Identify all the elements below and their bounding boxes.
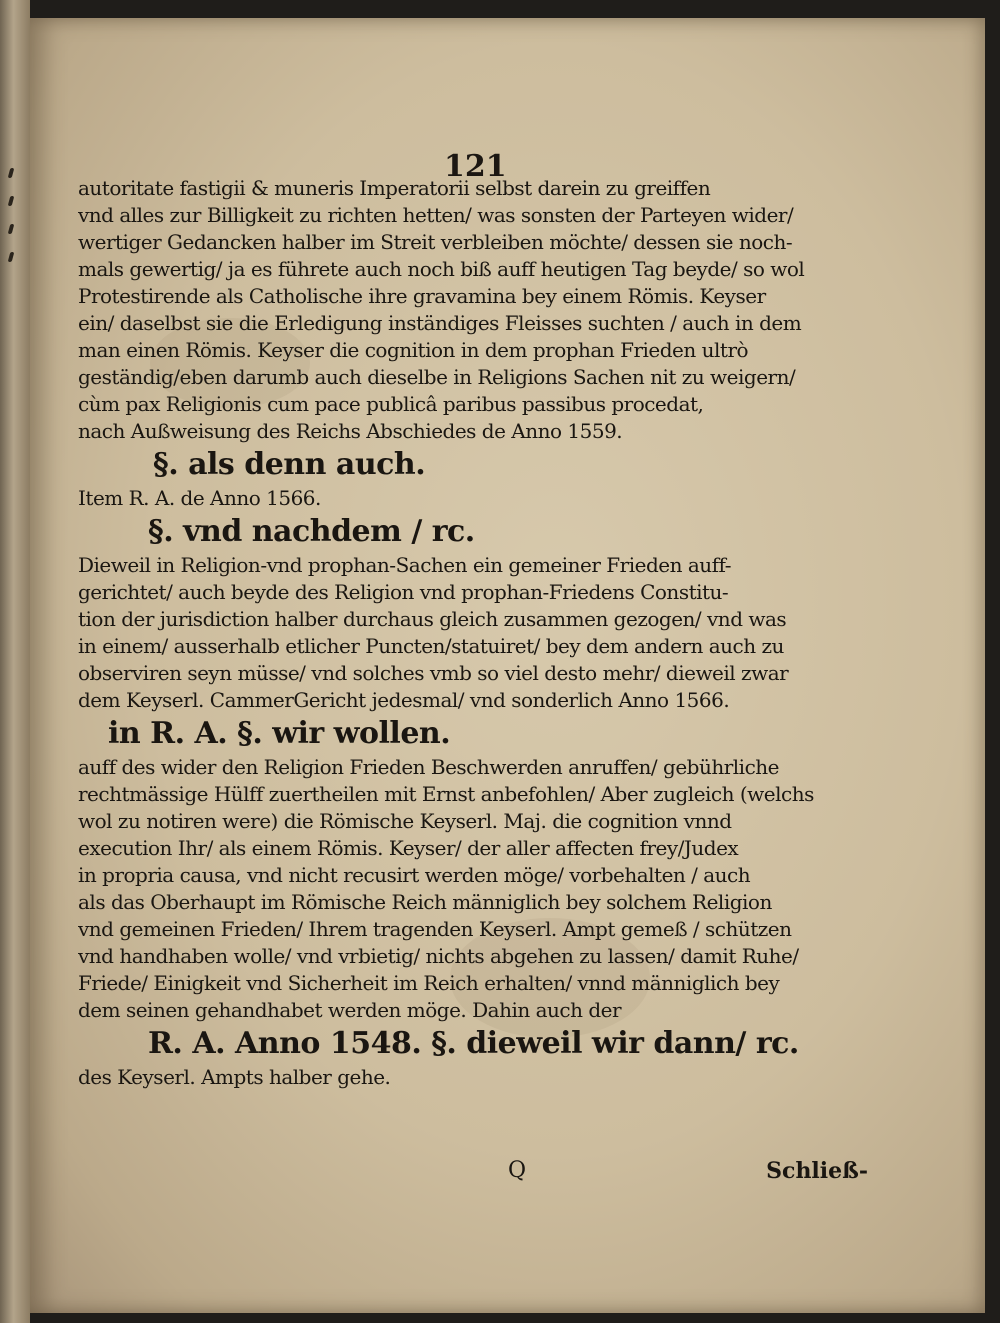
text-line: Dieweil in Religion-vnd prophan-Sachen ein gemeiner Frieden auff-: [78, 553, 731, 577]
text-line: vnd gemeinen Frieden/ Ihrem tragenden Keyserl. Ampt gemeß / schützen: [78, 917, 792, 941]
text-line: nach Außweisung des Reichs Abschiedes de Anno 1559.: [78, 419, 623, 443]
section-heading: §. als denn auch.: [153, 447, 426, 482]
text-line: cùm pax Religionis cum pace publicâ paribus passibus procedat,: [78, 392, 704, 416]
page-number: 121: [444, 149, 507, 184]
text-line: Friede/ Einigkeit vnd Sicherheit im Reich erhalten/ vnnd männiglich bey: [78, 971, 780, 995]
text-line: geständig/eben darumb auch dieselbe in Religions Sachen nit zu weigern/: [78, 365, 796, 389]
text-line: in einem/ ausserhalb etlicher Puncten/statuiret/ bey dem andern auch zu: [78, 634, 784, 658]
book-page: [30, 18, 985, 1313]
text-line: als das Oberhaupt im Römische Reich männiglich bey solchem Religion: [78, 890, 772, 914]
adjacent-page-edge: [0, 0, 30, 1323]
text-line: dem seinen gehandhabet werden möge. Dahin auch der: [78, 998, 622, 1022]
section-heading: §. vnd nachdem / rc.: [148, 514, 475, 549]
bleed-mark: [8, 196, 15, 206]
catchword: Schließ-: [766, 1158, 868, 1184]
text-line: vnd alles zur Billigkeit zu richten hetten/ was sonsten der Parteyen wider/: [78, 203, 794, 227]
text-line: man einen Römis. Keyser die cognition in dem prophan Frieden ultrò: [78, 338, 749, 362]
text-line: dem Keyserl. CammerGericht jedesmal/ vnd sonderlich Anno 1566.: [78, 688, 730, 712]
bleed-mark: [8, 252, 15, 262]
text-line: mals gewertig/ ja es führete auch noch biß auff heutigen Tag beyde/ so wol: [78, 257, 805, 281]
text-line: wol zu notiren were) die Römische Keyserl. Maj. die cognition vnnd: [78, 809, 732, 833]
page-footer: [508, 1158, 868, 1198]
text-line: vnd handhaben wolle/ vnd vrbietig/ nichts abgehen zu lassen/ damit Ruhe/: [78, 944, 799, 968]
section-heading: in R. A. §. wir wollen.: [108, 716, 451, 751]
text-line: des Keyserl. Ampts halber gehe.: [78, 1065, 391, 1089]
page-body-text: [78, 175, 853, 1091]
text-line: tion der jurisdiction halber durchaus gleich zusammen gezogen/ vnd was: [78, 607, 787, 631]
text-line: Protestirende als Catholische ihre gravamina bey einem Römis. Keyser: [78, 284, 766, 308]
section-heading: R. A. Anno 1548. §. dieweil wir dann/ rc.: [148, 1026, 799, 1061]
text-line: execution Ihr/ als einem Römis. Keyser/ der aller affecten frey/Judex: [78, 836, 739, 860]
text-line: rechtmässige Hülff zuertheilen mit Ernst anbefohlen/ Aber zugleich (welchs: [78, 782, 814, 806]
item-reference-line: Item R. A. de Anno 1566.: [78, 486, 321, 510]
text-line: in propria causa, vnd nicht recusirt werden möge/ vorbehalten / auch: [78, 863, 751, 887]
text-line: wertiger Gedancken halber im Streit verbleiben möchte/ dessen sie noch-: [78, 230, 793, 254]
text-line: gerichtet/ auch beyde des Religion vnd prophan-Friedens Constitu-: [78, 580, 729, 604]
text-line: autoritate fastigii & muneris Imperatorii selbst darein zu greiffen: [78, 176, 711, 200]
text-line: auff des wider den Religion Frieden Beschwerden anruffen/ gebührliche: [78, 755, 779, 779]
bleed-mark: [8, 168, 15, 178]
bleed-mark: [8, 224, 15, 234]
text-line: ein/ daselbst sie die Erledigung inständiges Fleisses suchten / auch in dem: [78, 311, 802, 335]
text-line: observiren seyn müsse/ vnd solches vmb so viel desto mehr/ dieweil zwar: [78, 661, 789, 685]
signature-mark: Q: [508, 1158, 527, 1183]
